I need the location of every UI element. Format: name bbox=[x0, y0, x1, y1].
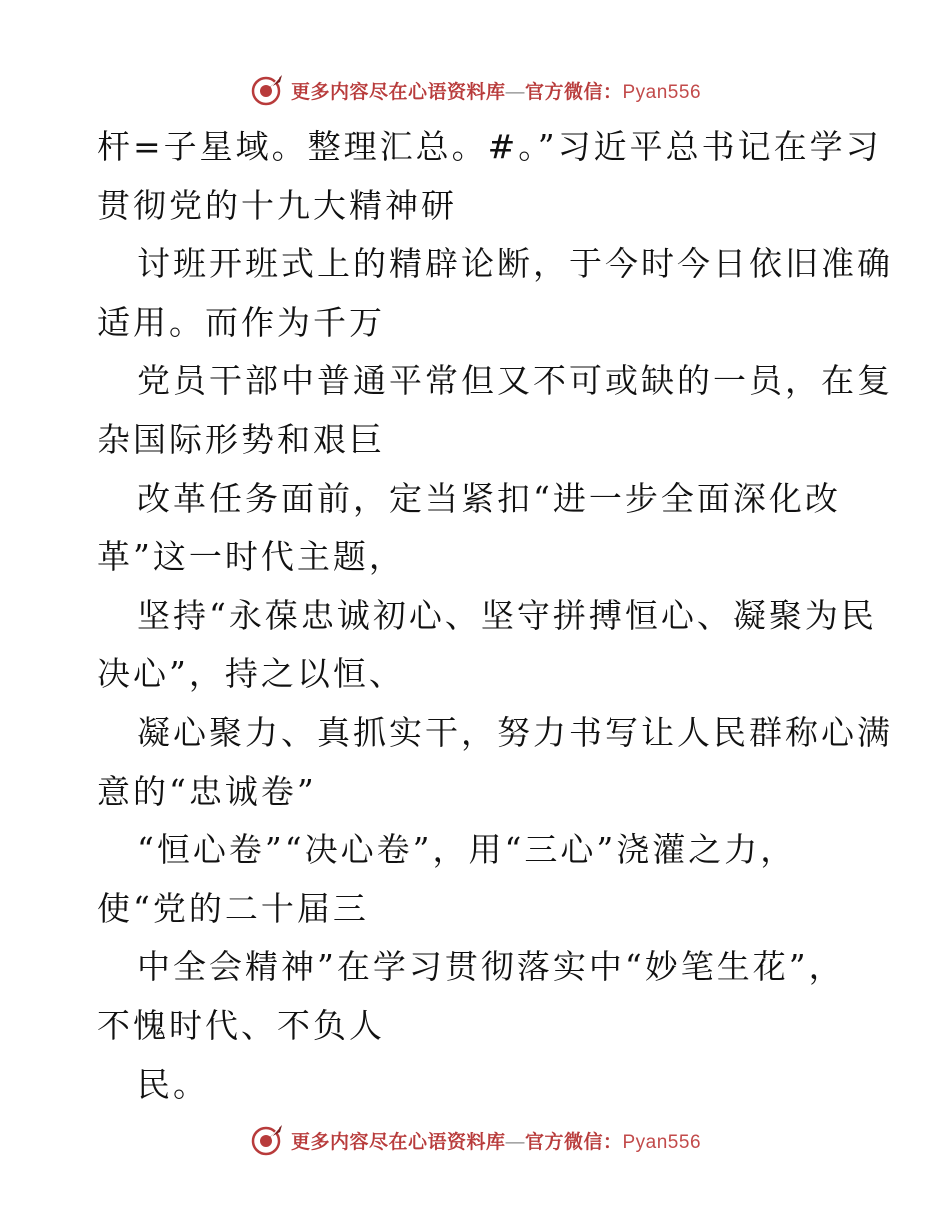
text-line: 讨班开班式上的精辟论断，于今时今日依旧准确 bbox=[137, 244, 893, 284]
watermark-title: 更多内容尽在心语资料库 bbox=[290, 1131, 506, 1153]
watermark-text bbox=[291, 1127, 701, 1154]
text-line: 杂国际形势和艰巨 bbox=[97, 419, 385, 459]
text-line: 决心”，持之以恒、 bbox=[97, 654, 405, 694]
text-line: 坚持“永葆忠诚初心、坚守拼搏恒心、凝聚为民 bbox=[137, 595, 877, 635]
text-line: 革”这一时代主题， bbox=[97, 537, 405, 577]
text-line: 使“党的二十届三 bbox=[97, 888, 369, 928]
watermark-wechat: Pyan556 bbox=[622, 1131, 702, 1153]
watermark-label: 官方微信： bbox=[524, 81, 623, 103]
watermark-label: 官方微信： bbox=[524, 1131, 623, 1153]
watermark-wechat: Pyan556 bbox=[622, 81, 702, 103]
watermark-separator: — bbox=[505, 1131, 525, 1153]
document-body bbox=[97, 118, 893, 1114]
text-line: 民。 bbox=[137, 1064, 209, 1104]
text-line: 意的“忠诚卷” bbox=[97, 771, 317, 811]
watermark-text bbox=[291, 77, 701, 104]
text-line: 不愧时代、不负人 bbox=[97, 1005, 385, 1045]
text-line: 适用。而作为千万 bbox=[97, 302, 385, 342]
footer-watermark bbox=[0, 1120, 950, 1160]
watermark-title: 更多内容尽在心语资料库 bbox=[290, 81, 506, 103]
text-line: 杆=子星域。整理汇总。#。”习近平总书记在学习 bbox=[97, 127, 882, 166]
text-line: 党员干部中普通平常但又不可或缺的一员，在复 bbox=[137, 361, 893, 401]
header-watermark bbox=[0, 70, 950, 110]
text-line: 凝心聚力、真抓实干，努力书写让人民群称心满 bbox=[137, 712, 893, 752]
quill-logo-icon bbox=[249, 1122, 285, 1158]
text-line: 改革任务面前，定当紧扣“进一步全面深化改 bbox=[137, 478, 841, 518]
watermark-separator: — bbox=[505, 81, 525, 103]
text-line: “恒心卷”“决心卷”，用“三心”浇灌之力， bbox=[137, 830, 797, 870]
text-line: 贯彻党的十九大精神研 bbox=[97, 185, 457, 225]
text-line: 中全会精神”在学习贯彻落实中“妙笔生花”， bbox=[137, 947, 845, 987]
quill-logo-icon bbox=[249, 72, 285, 108]
